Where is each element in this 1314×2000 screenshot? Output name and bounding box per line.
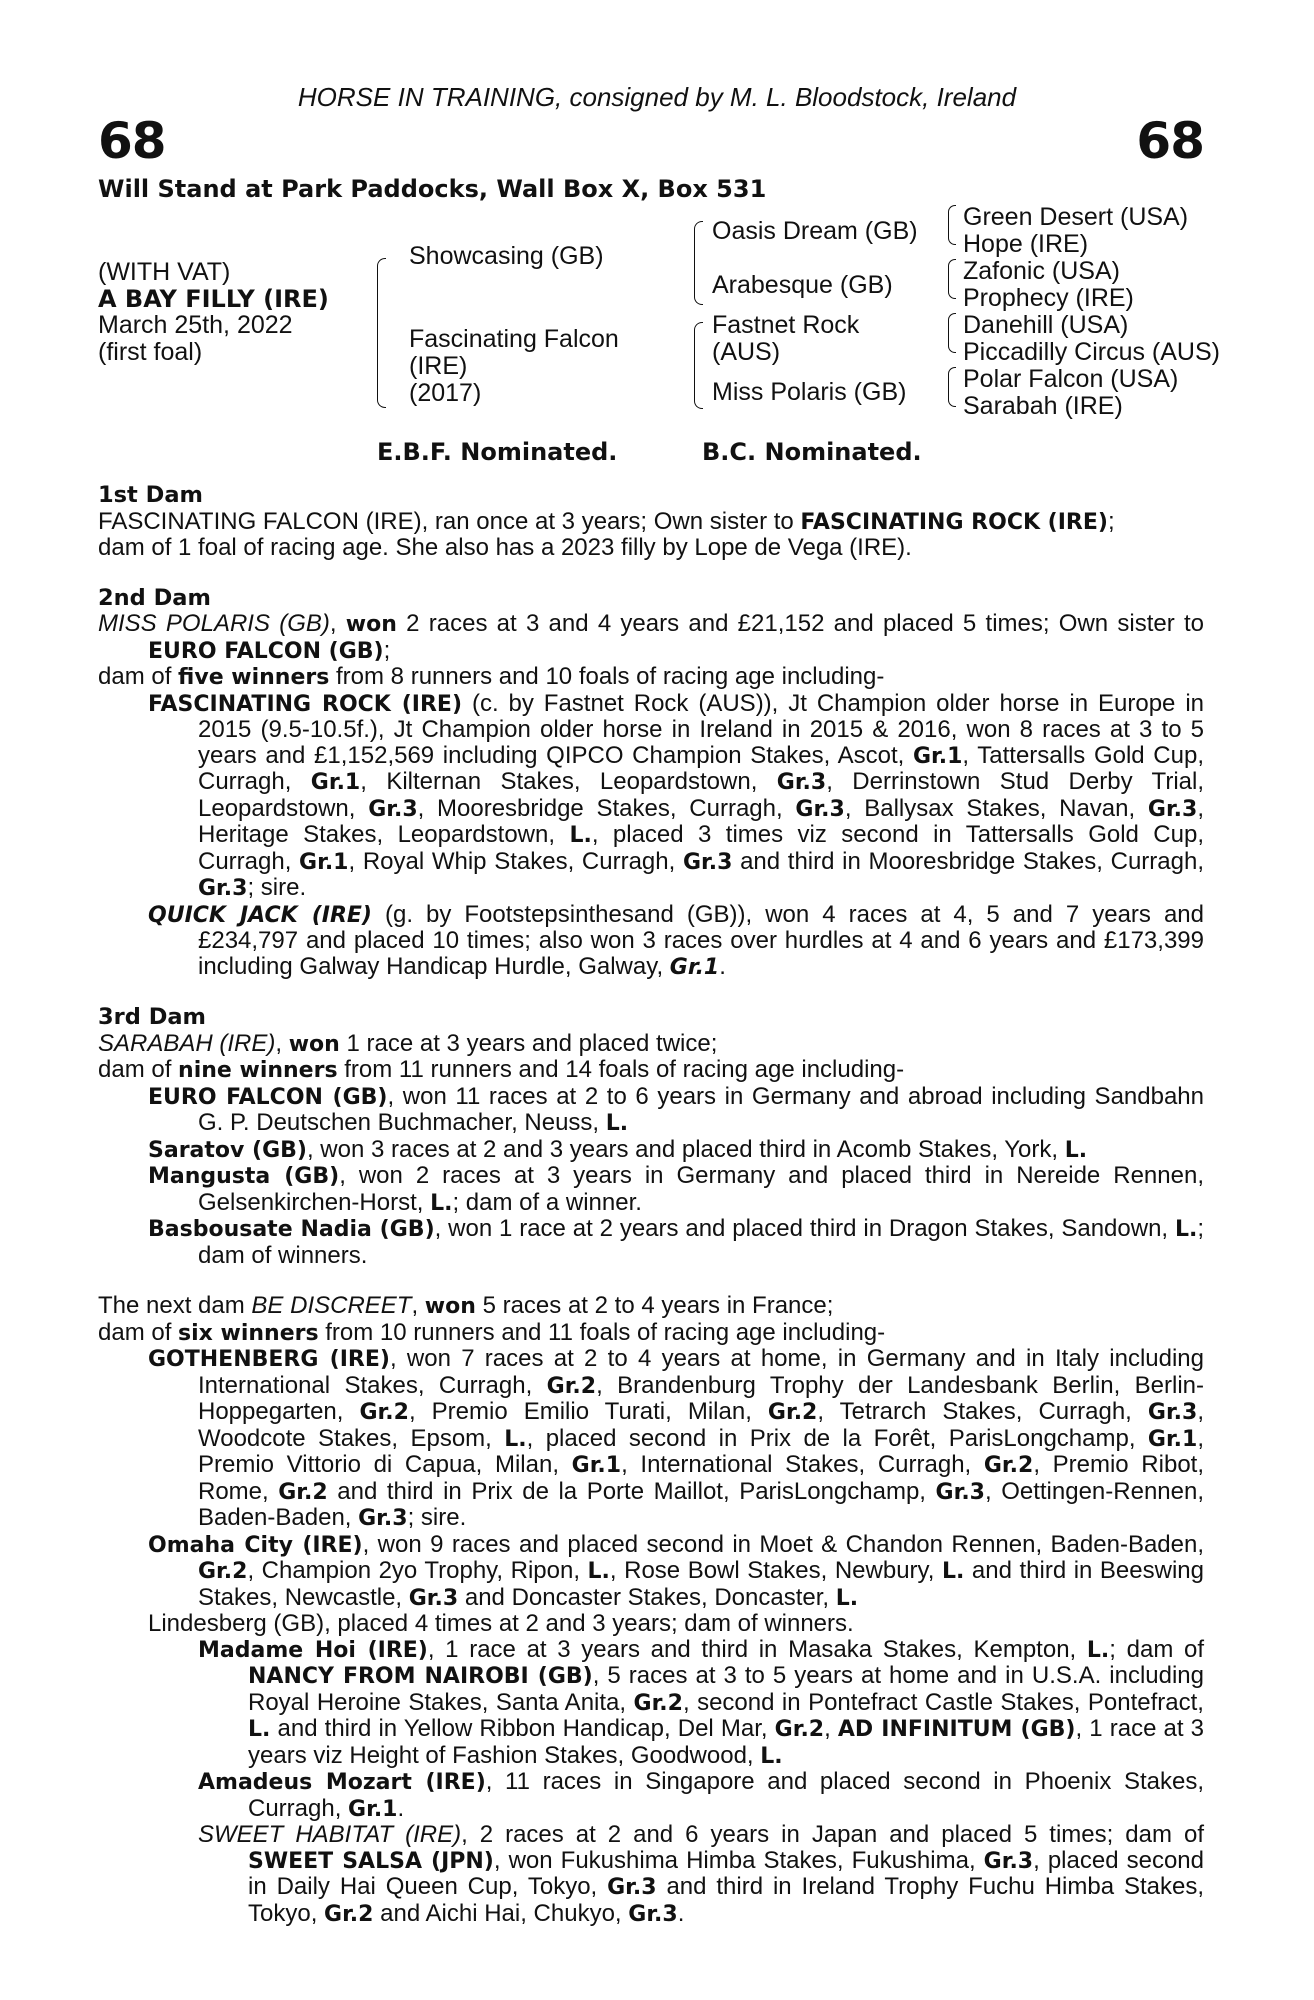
horse-name: Saratov (GB) — [148, 1137, 307, 1163]
grade: L. — [430, 1190, 453, 1216]
ebf-nomination: E.B.F. Nominated. — [377, 438, 618, 466]
text-run: , placed second in Daily Hai Queen Cup, Tokyo, — [248, 1846, 1204, 1900]
text-run: and Doncaster Stakes, Doncaster, — [458, 1583, 836, 1611]
text-run: ; dam of a winner. — [452, 1188, 642, 1216]
grade: Gr.3 — [368, 796, 418, 822]
produce-entry — [98, 1084, 1204, 1137]
horse-name: SWEET SALSA (JPN) — [248, 1848, 494, 1874]
grade: L. — [1174, 1217, 1198, 1242]
third-dam-record — [98, 1031, 1204, 1058]
text-run: dam of — [98, 663, 179, 690]
text-run: and third in Prix de la Porte Maillot, ParisLongchamp, — [327, 1477, 936, 1505]
produce-entry — [98, 1769, 1204, 1822]
text-run: , Tetrarch Stakes, Curragh, — [817, 1398, 1148, 1425]
text-run: (c. by Fastnet Rock (AUS)), Jt Champion older horse in Europe in 2015 (9.5-10.5f.), Jt Champion older horse in Ireland in 2015 & 2016, won 8 races at 3 to 5 years and £1,152,569 including QIPCO Champion Stakes, Ascot, — [198, 689, 1204, 769]
grade: Gr.2 — [359, 1400, 409, 1425]
dam-name: SARABAH (IRE) — [98, 1029, 276, 1057]
grade: Gr.1 — [669, 954, 720, 980]
grade: Gr.1 — [299, 849, 349, 875]
produce-entry: Lindesberg (GB), placed 4 times at 2 and 3 years; dam of winners. — [148, 1610, 854, 1637]
text-run: ; sire. — [247, 874, 307, 901]
text-run: , Kilternan Stakes, Leopardstown, — [360, 768, 777, 795]
text-run: , 1 race at 3 years and third in Masaka Stakes, Kempton, — [427, 1635, 1087, 1663]
text-run: from 8 runners and 10 foals of racing age including- — [329, 663, 885, 690]
dam-name: Fascinating Falcon — [409, 325, 619, 353]
brace-sire-parents — [694, 221, 703, 305]
text-run: 5 races at 2 to 4 years in France; — [475, 1292, 834, 1319]
text-run: 1 race at 3 years and placed twice; — [339, 1029, 718, 1057]
section-gap — [98, 1268, 1204, 1293]
text-run: , 11 races in Singapore and placed second in Phoenix Stakes, Curragh, — [248, 1768, 1204, 1822]
dam-year: (2017) — [409, 379, 482, 407]
produce-entry — [98, 691, 1204, 902]
consignment-header: HORSE IN TRAINING, consigned by M. L. Bloodstock, Ireland — [297, 82, 1017, 112]
horse-name: GOTHENBERG (IRE) — [148, 1347, 390, 1372]
grade: Gr.3 — [628, 1901, 678, 1927]
text-run: and third in Beeswing Stakes, Newcastle, — [198, 1557, 1204, 1611]
text-run: , placed 3 times viz second in Tattersalls Gold Cup, Curragh, — [198, 821, 1205, 875]
grade: Gr.3 — [1147, 1400, 1198, 1425]
text-run: , second in Pontefract Castle Stakes, Pontefract, — [682, 1688, 1204, 1716]
text-run: ; — [1107, 507, 1115, 535]
first-dam-record — [98, 509, 1204, 536]
grade: Gr.2 — [198, 1559, 248, 1584]
sire-name: Showcasing (GB) — [409, 242, 604, 270]
grade: L. — [248, 1717, 271, 1742]
grade: Gr.1 — [1147, 1426, 1198, 1452]
granddam-line-8: Sarabah (IRE) — [963, 392, 1123, 420]
text-run: , Premio Vittorio di Capua, Milan, — [198, 1424, 1205, 1478]
grade: Gr.3 — [1147, 796, 1198, 822]
text-run: , 1 race at 3 years viz Height of Fashion Stakes, Goodwood, — [248, 1715, 1205, 1769]
horse-name: Amadeus Mozart (IRE) — [198, 1770, 486, 1795]
text-run: , won Fukushima Himba Stakes, Fukushima, — [493, 1846, 984, 1874]
text-run: , Heritage Stakes, Leopardstown, — [198, 794, 1205, 848]
grade: Gr.1 — [348, 1796, 398, 1822]
dam-sire: Fastnet Rock — [712, 311, 860, 339]
text-run: , won 3 races at 2 and 3 years and placed third in Acomb Stakes, York, — [306, 1135, 1065, 1163]
grade: L. — [587, 1559, 610, 1584]
grade: Gr.2 — [774, 1717, 825, 1742]
next-dam-produce — [98, 1320, 1204, 1347]
produce-entry — [98, 1163, 1204, 1216]
sire-dam: Arabesque (GB) — [712, 271, 893, 299]
text-run: dam of — [98, 1056, 179, 1083]
bc-nomination: B.C. Nominated. — [702, 438, 922, 466]
text-run: . — [719, 952, 726, 980]
brace-gen3-4 — [948, 367, 956, 407]
granddam-line-2: Hope (IRE) — [963, 230, 1089, 258]
text-run: , — [329, 610, 346, 637]
second-dam-heading: 2nd Dam — [98, 584, 211, 611]
text-run: , Woodcote Stakes, Epsom, — [198, 1398, 1205, 1452]
produce-entry — [98, 1637, 1204, 1770]
foal-note: (first foal) — [98, 338, 203, 366]
text-run: , Derrinstown Stud Derby Trial, Leopardstown, — [198, 768, 1204, 822]
brace-gen3-1 — [948, 205, 956, 245]
produce-entry — [98, 1346, 1204, 1532]
grade: Gr.1 — [310, 770, 361, 795]
text-run: , 5 races at 3 to 5 years at home and in U.S.A. including Royal Heroine Stakes, Santa Anita, — [248, 1662, 1204, 1716]
grade: Gr.2 — [983, 1453, 1034, 1478]
brace-gen3-3 — [948, 313, 956, 353]
granddam-line-5: Danehill (USA) — [963, 311, 1129, 339]
grade: Gr.3 — [358, 1506, 408, 1531]
foaling-date: March 25th, 2022 — [98, 311, 293, 339]
winners-count: five winners — [178, 665, 330, 690]
text-run: , International Stakes, Curragh, — [621, 1451, 984, 1478]
grade: Gr.3 — [795, 796, 845, 822]
produce-entry — [98, 1532, 1204, 1612]
brace-generation-1 — [377, 258, 386, 408]
grade: L. — [504, 1426, 527, 1452]
produce-entry — [98, 1822, 1204, 1927]
text-run: ; sire. — [407, 1504, 467, 1531]
winners-count: nine winners — [178, 1058, 338, 1083]
grade: Gr.3 — [935, 1479, 985, 1505]
stand-location: Will Stand at Park Paddocks, Wall Box X, Box 531 — [98, 175, 767, 203]
third-dam-heading: 3rd Dam — [98, 1004, 206, 1030]
grade: Gr.2 — [546, 1373, 597, 1399]
grade: L. — [941, 1559, 965, 1584]
dam-country: (IRE) — [409, 352, 468, 380]
dam-sire-country: (AUS) — [712, 338, 781, 366]
grade: Gr.3 — [776, 770, 827, 795]
text-run: from 11 runners and 14 foals of racing age including- — [337, 1056, 905, 1083]
lot-number-right: 68 — [1136, 112, 1204, 170]
text-run: ; — [383, 636, 391, 664]
text-run: ; dam of winners. — [198, 1215, 1204, 1269]
horse-name: NANCY FROM NAIROBI (GB) — [248, 1664, 593, 1689]
dam-name: BE DISCREET — [251, 1292, 412, 1319]
text-run: from 10 runners and 11 foals of racing age including- — [318, 1318, 886, 1346]
horse-name: Basbousate Nadia (GB) — [148, 1217, 435, 1242]
sire-sire: Oasis Dream (GB) — [712, 217, 918, 245]
grade: L. — [1064, 1137, 1088, 1163]
text-run: , — [275, 1029, 289, 1057]
horse-name: AD INFINITUM (GB) — [837, 1717, 1076, 1742]
text-run: , Champion 2yo Trophy, Ripon, — [247, 1557, 588, 1584]
grade: Gr.2 — [767, 1400, 818, 1425]
next-dam-record — [98, 1293, 1204, 1320]
grade: Gr.3 — [607, 1875, 657, 1900]
grade: L. — [1086, 1637, 1110, 1663]
dam-dam: Miss Polaris (GB) — [712, 378, 907, 406]
second-dam-produce — [98, 664, 1204, 691]
granddam-line-4: Prophecy (IRE) — [963, 284, 1134, 312]
grade: Gr.3 — [408, 1585, 459, 1611]
brace-gen3-2 — [948, 259, 956, 299]
horse-name: Madame Hoi (IRE) — [198, 1637, 428, 1663]
text-run: , Tattersalls Gold Cup, Curragh, — [198, 741, 1204, 795]
text-run: ; dam of — [1109, 1635, 1204, 1663]
text-run: , won 2 races at 3 years in Germany and placed third in Nereide Rennen, Gelsenkirchen-Horst, — [198, 1162, 1204, 1216]
lot-number-left: 68 — [98, 112, 166, 170]
dam-produce-text — [98, 483, 1204, 1927]
granddam-line-1: Green Desert (USA) — [963, 203, 1189, 231]
text-run: 2 races at 3 and 4 years and £21,152 and placed 5 times; Own sister to — [396, 610, 1204, 637]
text-run: , Premio Emilio Turati, Milan, — [408, 1398, 768, 1425]
produce-entry — [98, 902, 1204, 981]
dam-name: MISS POLARIS (GB) — [98, 610, 330, 637]
text-run: (g. by Footstepsinthesand (GB)), won 4 races at 4, 5 and 7 years and £234,797 and placed 10 times; also won 3 races over hurdles at 4 and 6 years and £173,399 including Galway Handicap Hurdle, Galway, — [198, 900, 1204, 980]
grade: L. — [569, 823, 592, 848]
horse-name: EURO FALCON (GB) — [148, 1084, 388, 1110]
text-run: , — [824, 1715, 838, 1742]
granddam-line-6: Piccadilly Circus (AUS) — [963, 338, 1220, 366]
granddam-line-3: Zafonic (USA) — [963, 257, 1120, 285]
horse-name: QUICK JACK (IRE) — [148, 902, 372, 928]
first-dam-heading: 1st Dam — [98, 482, 203, 508]
text-run: dam of — [98, 1318, 179, 1346]
winners-count: six winners — [178, 1320, 319, 1346]
horse-name: Omaha City (IRE) — [148, 1532, 363, 1558]
text-run: and Aichi Hai, Chukyo, — [373, 1899, 629, 1927]
text-run: FASCINATING FALCON (IRE), ran once at 3 years; Own sister to — [98, 507, 801, 535]
grade: L. — [760, 1743, 783, 1769]
grade: Gr.1 — [912, 743, 963, 769]
text-run: , won 11 races at 2 to 6 years in Germany and abroad including Sandbahn G. P. Deutschen Buchmacher, Neuss, — [198, 1082, 1204, 1136]
produce-entry — [98, 1216, 1204, 1268]
grade: Gr.1 — [571, 1453, 622, 1478]
grade: Gr.3 — [682, 849, 733, 875]
text-run: , won 1 race at 2 years and placed third in Dragon Stakes, Sandown, — [434, 1215, 1175, 1242]
horse-name: SWEET HABITAT (IRE) — [198, 1821, 462, 1848]
won-label: won — [345, 612, 397, 637]
second-dam-record — [98, 611, 1204, 664]
text-run: , Royal Whip Stakes, Curragh, — [348, 847, 683, 875]
grade: Gr.3 — [983, 1848, 1034, 1874]
horse-name: EURO FALCON (GB) — [148, 638, 384, 664]
grade: Gr.3 — [198, 876, 248, 901]
text-run: , Ballysax Stakes, Navan, — [844, 794, 1148, 822]
grade: Gr.2 — [278, 1479, 328, 1505]
text-run: and third in Ireland Trophy Fuchu Himba Stakes, Tokyo, — [248, 1873, 1204, 1927]
text-run: , Premio Ribot, Rome, — [198, 1451, 1204, 1505]
lot-subject: A BAY FILLY (IRE) — [98, 285, 329, 313]
text-run: . — [397, 1794, 405, 1822]
text-run: , Oettingen-Rennen, Baden-Baden, — [198, 1477, 1205, 1531]
first-dam-produce: dam of 1 foal of racing age. She also has a 2023 filly by Lope de Vega (IRE). — [98, 534, 912, 561]
text-run: The next dam — [98, 1292, 252, 1319]
text-run: and third in Yellow Ribbon Handicap, Del Mar, — [270, 1715, 775, 1742]
grade: Gr.2 — [324, 1901, 374, 1927]
grade: Gr.2 — [633, 1690, 683, 1716]
vat-note: (WITH VAT) — [98, 258, 231, 286]
grade: L. — [835, 1585, 859, 1611]
grade: L. — [605, 1111, 629, 1136]
text-run: , won 9 races and placed second in Moet & Chandon Rennen, Baden-Baden, — [362, 1530, 1205, 1558]
granddam-line-7: Polar Falcon (USA) — [963, 365, 1179, 393]
won-label: won — [424, 1294, 476, 1319]
text-run: , won 7 races at 2 to 4 years at home, in Germany and in Italy including International Stakes, Curragh, — [198, 1345, 1204, 1399]
horse-name: FASCINATING ROCK (IRE) — [148, 691, 463, 717]
horse-name: FASCINATING ROCK (IRE) — [800, 509, 1108, 535]
text-run: . — [677, 1899, 685, 1927]
text-run: , Brandenburg Trophy der Landesbank Berlin, Berlin-Hoppegarten, — [198, 1371, 1204, 1425]
text-run: , 2 races at 2 and 6 years in Japan and placed 5 times; dam of — [461, 1821, 1204, 1848]
horse-name: Mangusta (GB) — [148, 1164, 340, 1189]
text-run: , — [411, 1292, 425, 1319]
text-run: , Rose Bowl Stakes, Newbury, — [609, 1557, 942, 1584]
text-run: , Mooresbridge Stakes, Curragh, — [417, 794, 796, 822]
third-dam-produce — [98, 1057, 1204, 1084]
text-run: , placed second in Prix de la Forêt, ParisLongchamp, — [526, 1424, 1148, 1452]
produce-entry — [98, 1137, 1204, 1164]
text-run: and third in Mooresbridge Stakes, Curragh, — [732, 847, 1204, 875]
brace-dam-parents — [694, 322, 703, 409]
won-label: won — [288, 1031, 340, 1057]
